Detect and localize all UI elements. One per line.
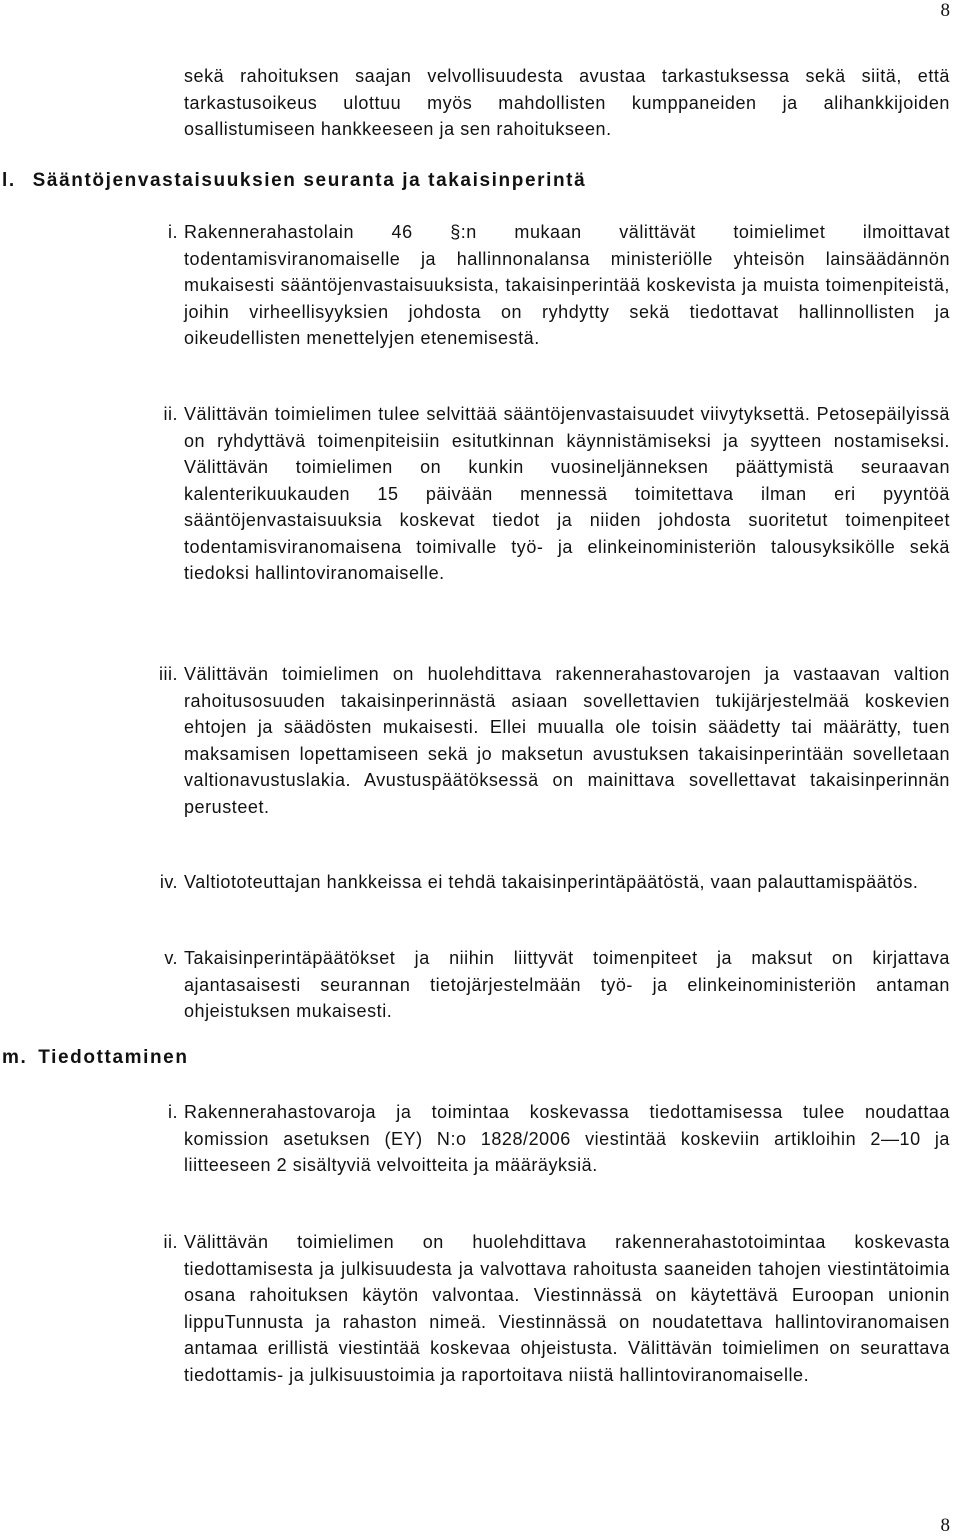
- intro-paragraph: sekä rahoituksen saajan velvollisuudesta avustaa tarkastuksessa sekä siitä, että tarkastusoikeus ulottuu myös mahdollisten kumppaneiden ja alihankkijoiden osallistumiseen hankkeeseen ja sen rahoitukseen.: [184, 66, 950, 139]
- section-title: Sääntöjenvastaisuuksien seuranta ja takaisinperintä: [32, 170, 587, 191]
- item-text: Valtiototeuttajan hankkeissa ei tehdä takaisinperintäpäätöstä, vaan palauttamispäätös.: [184, 872, 919, 892]
- section-title: Tiedottaminen: [38, 1047, 189, 1068]
- item-number: ii.: [163, 1232, 178, 1252]
- item-text: Välittävän toimielimen on huolehdittava rakennerahastovarojen ja vastaavan valtion rahoitusosuuden takaisinperinnästä asiaan sovellettavien tukijärjestelmää koskevien ehtojen ja säädösten mukaisesti. Ellei muualla ole toisin säädetty tai määrätty, tuen maksamisen lopettamiseen sekä jo maksetun avustuksen takaisinperintään sovelletaan valtionavustuslakia. Avustuspäätöksessä on mainittava sovellettavat takaisinperinnän perusteet.: [184, 664, 950, 817]
- item-number: v.: [164, 948, 178, 968]
- item-text: Rakennerahastovaroja ja toimintaa koskevassa tiedottamisessa tulee noudattaa komission asetuksen (EY) N:o 1828/2006 viestintää koskeviin artikloihin 2—10 ja liitteeseen 2 sisältyviä velvoitteita ja määräyksiä.: [184, 1102, 950, 1175]
- section-heading-l: [2, 170, 586, 192]
- page-number-top: 8: [940, 0, 950, 21]
- item-text: Välittävän toimielimen tulee selvittää sääntöjenvastaisuudet viivytyksettä. Petosepäilyissä on ryhdyttävä toimenpiteisiin esitutkinnan käynnistämiseksi ja syytteen nostamiseksi. Välittävän toimielimen on kunkin vuosineljänneksen päättymistä seuraavan kalenterikuukauden 15 päivään mennessä toimitettava ilman eri pyyntöä sääntöjenvastaisuuksia koskevat tiedot ja niiden johdosta suoritetut toimenpiteet todentamisviranomaisena toimivalle työ- ja elinkeinoministeriön talousyksikölle sekä tiedoksi hallintoviranomaiselle.: [184, 404, 950, 583]
- section-heading-m: [2, 1047, 189, 1069]
- section-label: l.: [2, 170, 16, 191]
- item-number: iv.: [159, 872, 178, 892]
- item-number: iii.: [159, 664, 178, 684]
- item-number: i.: [168, 1102, 178, 1122]
- item-text: Välittävän toimielimen on huolehdittava rakennerahastotoimintaa koskevasta tiedottamisesta ja julkisuudesta ja valvottava rahoitusta saaneiden tahojen viestintätoimia osana rahoituksen käytön valvontaa. Viestinnässä on käytettävä Euroopan unionin lippuTunnusta ja rahaston nimeä. Viestinnässä on noudatettava hallintoviranomaisen antamaa erillistä viestintää koskevaa ohjeistusta. Välittävän toimielimen on seurattava tiedottamis- ja julkisuustoimia ja raportoitava niistä hallintoviranomaiselle.: [184, 1232, 950, 1385]
- item-text: Takaisinperintäpäätökset ja niihin liittyvät toimenpiteet ja maksut on kirjattava ajantasaisesti seurannan tietojärjestelmään työ- ja elinkeinoministeriön antaman ohjeistuksen mukaisesti.: [184, 948, 950, 1021]
- item-text: Rakennerahastolain 46 §:n mukaan välittävät toimielimet ilmoittavat todentamisviranomaiselle ja hallinnonalansa ministeriölle yhteisön lainsäädännön mukaisesti sääntöjenvastaisuuksista, takaisinperintää koskevista ja muista toimenpiteistä, joihin virheellisyyksien johdosta on ryhdytty sekä tiedottavat hallinnollisten ja oikeudellisten menettelyjen etenemisestä.: [184, 222, 950, 348]
- page-number-bottom: 8: [940, 1515, 950, 1536]
- section-label: m.: [2, 1047, 28, 1068]
- item-number: ii.: [163, 404, 178, 424]
- item-number: i.: [168, 222, 178, 242]
